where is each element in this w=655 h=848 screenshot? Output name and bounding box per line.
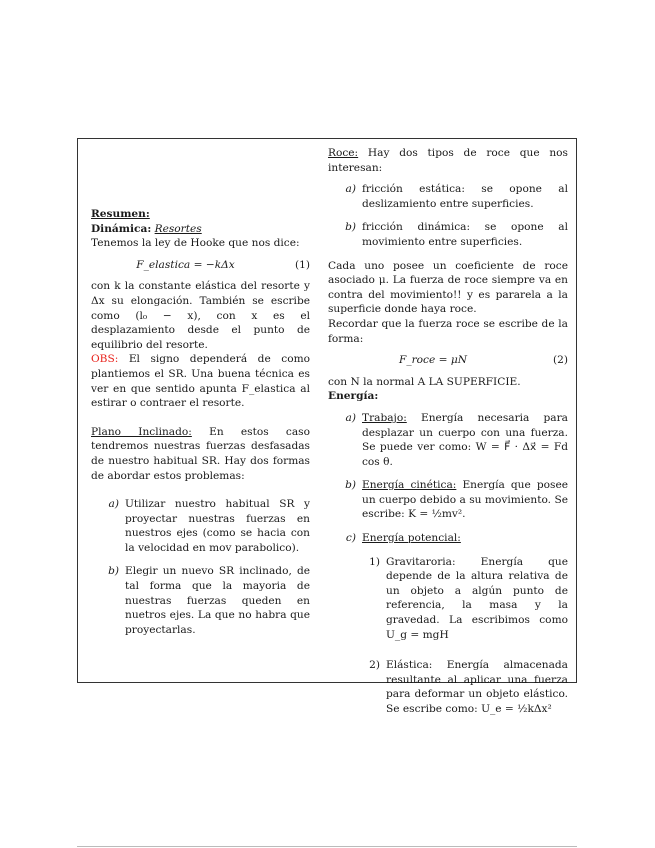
friction-paragraph	[328, 146, 568, 175]
obs-paragraph	[91, 352, 310, 410]
friction-list	[328, 182, 568, 249]
left-column	[91, 207, 310, 646]
reminder-paragraph: Recordar que la fuerza roce se escribe de la forma:	[328, 317, 568, 345]
list-item-label: b)	[345, 479, 356, 492]
list-item-label: 1)	[369, 555, 380, 568]
inclined-plane-paragraph	[91, 425, 310, 483]
list-item-label: c)	[345, 532, 356, 545]
list-item-text: Elegir un nuevo SR inclinado, de tal forma que la mayoria de nuestras fuerzas queden en nuetros ejes. La que no habra que proyectarlas.	[125, 565, 310, 636]
list-item-text: fricción dinámica: se opone al movimiento entre superficies.	[362, 221, 568, 248]
list-item-label: a)	[345, 183, 356, 196]
equation-1	[91, 258, 310, 273]
equation-2-number: (2)	[552, 354, 568, 367]
dynamics-label: Dinámica:	[91, 222, 152, 235]
energy-list	[328, 411, 568, 546]
list-item-text: Utilizar nuestro habitual SR y proyectar nuestras fuerzas en nuestros ejes (como se hacia con la velocidad en mov parabolico).	[125, 498, 310, 554]
hooke-equation: F_elastica = −kΔx	[136, 258, 235, 271]
obs-text: El signo dependerá de como plantiemos el SR. Una buena técnica es ver en que sentido apunta F_elastica al estirar o contraer el resorte.	[91, 353, 310, 410]
list-item-label: b)	[345, 221, 356, 234]
summary-heading: Resumen:	[91, 208, 150, 220]
equation-1-number: (1)	[294, 258, 310, 271]
list-item-text: Energía necesaria para desplazar un cuerpo con una fuerza. Se puede ver como: W = F⃗ · Δx⃗ = Fd cos θ.	[362, 411, 568, 468]
list-item	[328, 411, 568, 469]
page-bottom-rule	[77, 846, 577, 847]
friction-text: Hay dos tipos de roce que nos interesan:	[328, 147, 568, 174]
dynamics-heading	[91, 222, 310, 237]
list-item	[328, 182, 568, 211]
list-item	[328, 220, 568, 249]
list-item	[91, 564, 310, 637]
right-column	[328, 146, 568, 733]
inclined-plane-label: Plano Inclinado:	[91, 425, 192, 438]
springs-subheading: Resortes	[154, 222, 202, 235]
approach-list	[91, 497, 310, 637]
list-item-title: Trabajo:	[362, 411, 407, 424]
list-item-body	[362, 531, 568, 546]
energy-heading: Energía:	[328, 390, 379, 403]
list-item-label: b)	[108, 565, 119, 578]
list-item-text: fricción estática: se opone al deslizamiento entre superficies.	[362, 183, 568, 210]
list-item-body	[362, 411, 568, 469]
obs-label: OBS:	[91, 353, 119, 366]
list-item-body	[362, 478, 568, 522]
friction-label: Roce:	[328, 147, 359, 159]
coefficient-paragraph: Cada uno posee un coeficiente de roce asociado μ. La fuerza de roce siempre va en contra del movimiento!! y es pararela a la superficie donde haya roce.	[328, 259, 568, 316]
list-item-title: Energía potencial:	[362, 532, 461, 545]
list-item-label: 2)	[369, 659, 380, 672]
list-item	[91, 497, 310, 555]
list-item-label: a)	[108, 498, 119, 511]
equation-2	[328, 353, 568, 368]
list-item-label: a)	[345, 411, 356, 424]
inclined-plane-text: En estos caso tendremos nuestras fuerzas desfasadas de nuestro habitual SR. Hay dos formas de abordar estos problemas:	[91, 425, 310, 482]
list-item	[356, 555, 568, 643]
list-item	[356, 658, 568, 716]
summary-box	[77, 138, 577, 715]
friction-equation: F_roce = μN	[398, 354, 468, 367]
hooke-intro: Tenemos la ley de Hooke que nos dice:	[91, 237, 300, 250]
list-item-text: Elástica: Energía almacenada resultante al aplicar una fuerza para deformar un objeto elástico. Se escribe como: U_e = ½kΔx²	[386, 659, 568, 715]
list-item-text: Energía que posee un cuerpo debido a su movimiento. Se escribe: K = ½mv².	[362, 479, 568, 521]
list-item-title: Energía cinética:	[362, 479, 457, 492]
normal-paragraph: con N la normal A LA SUPERFICIE.	[328, 375, 521, 388]
potential-energy-list	[356, 555, 568, 717]
list-item-text: Gravitaroria: Energía que depende de la altura relativa de un objeto a algún punto de referencia, la masa y la gravedad. La escribimos como U_g = mgH	[386, 555, 568, 641]
list-item	[328, 478, 568, 522]
list-item	[328, 531, 568, 546]
elongation-paragraph: con k la constante elástica del resorte y Δx su elongación. También se escribe como (l₀ − x), con x es el desplazamiento desde el punto de equilibrio del resorte.	[91, 280, 310, 351]
